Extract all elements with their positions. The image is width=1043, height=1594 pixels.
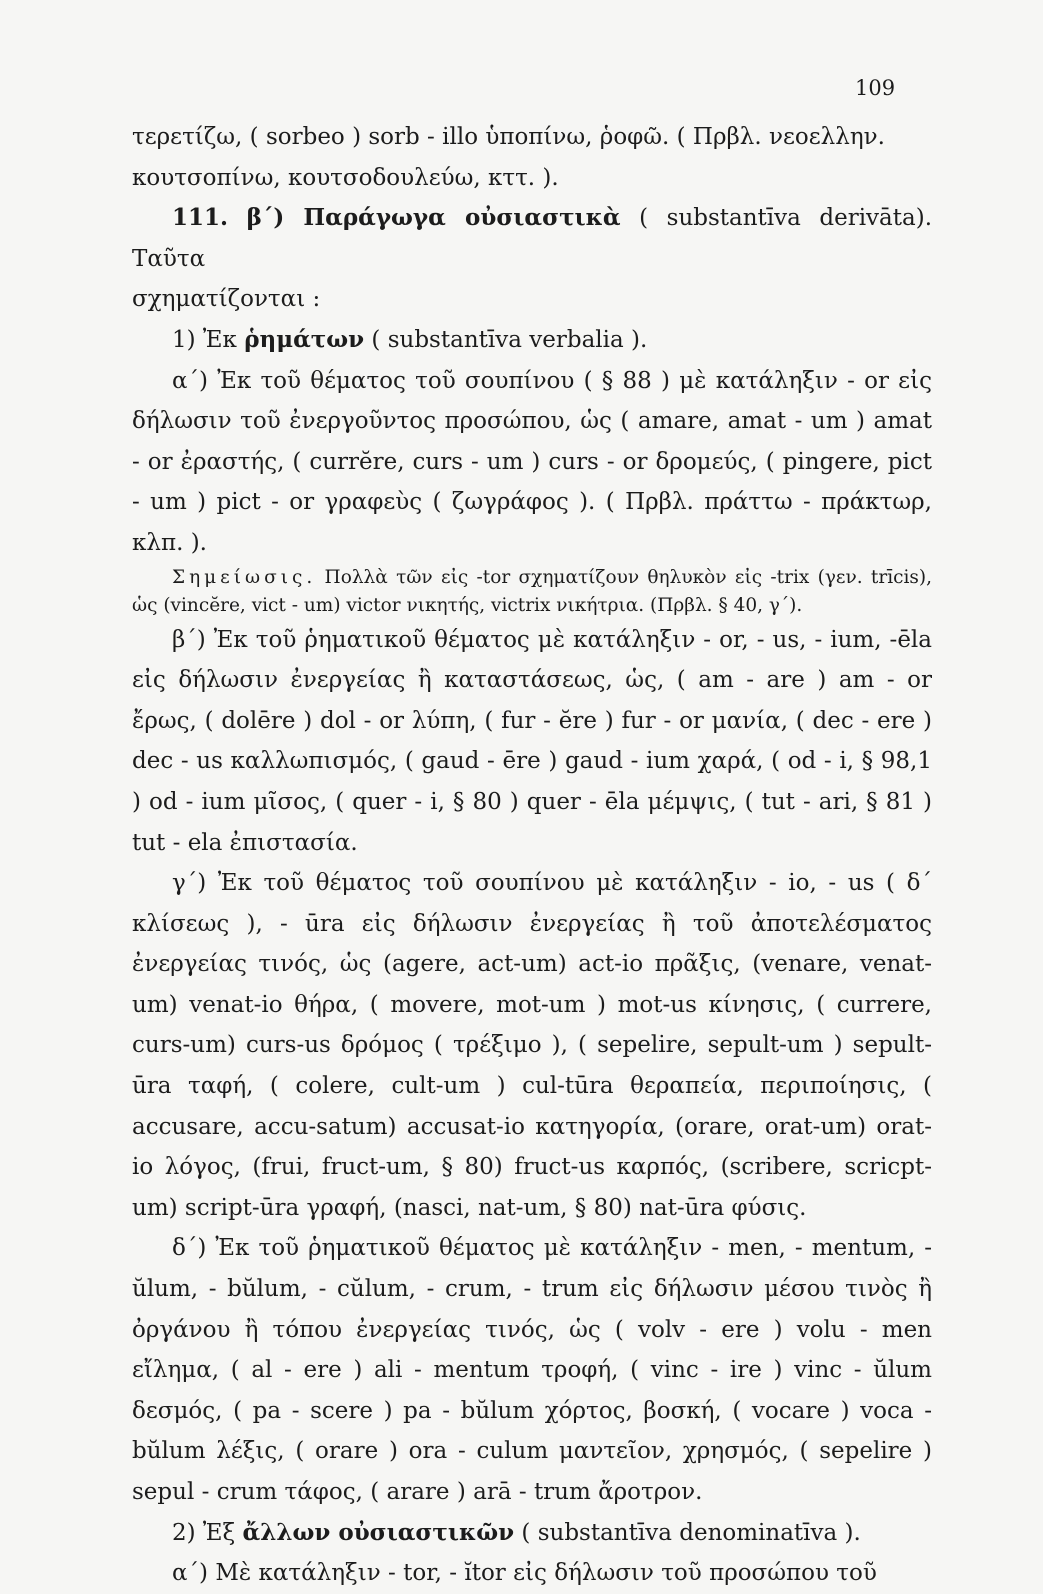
section-title: β΄) Παράγωγα οὐσιαστικὰ	[246, 204, 621, 232]
item-2-heading	[132, 1513, 932, 1554]
intro-line-1: τερετίζω, ( sorbeo ) sorb - illo ὑποπίνω, ῥοφῶ. ( Πρβλ. νεοελλην.	[132, 124, 885, 150]
section-title-line-2: σχηματίζονται :	[132, 286, 321, 313]
note-text: Πολλὰ τῶν εἰς -tor σχηματίζουν θηλυκὸν εἰς -trix (γεν. trīcis), ὡς (vincĕre, vict - um) victor νικητής, victrix νικήτρια. (Πρβλ. § 40, γ΄).	[132, 566, 932, 616]
paragraph-alpha: α΄) Ἐκ τοῦ θέματος τοῦ σουπίνου ( § 88 ) μὲ κατάληξιν - or εἰς δήλωσιν τοῦ ἐνεργοῦντος προσώπου, ὡς ( amare, amat - um ) amat - or ἐραστής, ( currĕre, curs - um ) curs - or δρομεύς, ( pingere, pict - um ) pict - or γραφεὺς ( ζωγράφος ). ( Πρβλ. πράττω - πράκτωρ, κλπ. ).	[132, 367, 932, 556]
item-1-prefix: 1) Ἐκ	[172, 326, 245, 353]
item-1-rest: ( substantīva verbalia ).	[364, 326, 648, 353]
section-number: 111.	[172, 204, 229, 232]
item-2-prefix: 2) Ἐξ	[172, 1519, 243, 1546]
intro-line-2: κουτσοπίνω, κουτσοδουλεύω, κττ. ).	[132, 164, 559, 191]
item-2-rest: ( substantīva denominatīva ).	[514, 1519, 861, 1546]
section-111-heading	[132, 198, 932, 320]
paragraph-delta: δ΄) Ἐκ τοῦ ῥηματικοῦ θέματος μὲ κατάληξιν - men, - mentum, - ŭlum, - bŭlum, - cŭlum, - crum, - trum εἰς δήλωσιν μέσου τινὸς ἢ ὀργάνου ἢ τόπου ἐνεργείας τινός, ὡς ( volv - ere ) volu - men εἴλημα, ( al - ere ) ali - mentum τροφή, ( vinc - ire ) vinc - ŭlum δεσμός, ( pa - scere ) pa - bŭlum χόρτος, βοσκή, ( vocare ) voca - bŭlum λέξις, ( orare ) ora - culum μαντεῖον, χρησμός, ( sepelire ) sepul - crum τάφος, ( arare ) arā - trum ἄροτρον.	[132, 1235, 932, 1505]
page-number: 109	[855, 76, 896, 100]
paragraph-gamma: γ΄) Ἐκ τοῦ θέματος τοῦ σουπίνου μὲ κατάληξιν - io, - us ( δ΄ κλίσεως ), - ūra εἰς δήλωσιν ἐνεργείας ἢ τοῦ ἀποτελέσματος ἐνεργείας τινός, ὡς (agere, act-um) act-io πρᾶξις, (venare, venat-um) venat-io θήρα, ( movere, mot-um ) mot-us κίνησις, ( currere, curs-um) curs-us δρόμος ( τρέξιμο ), ( sepelire, sepult-um ) sepult-ūra ταφή, ( colere, cult-um ) cul-tūra θεραπεία, περιποίησις, ( accusare, accu-satum) accusat-io κατηγορία, (orare, orat-um) orat-io λόγος, (frui, fruct-um, § 80) fruct-us καρπός, (scribere, scricpt-um) script-ūra γραφή, (nasci, nat-um, § 80) nat-ūra φύσις.	[132, 870, 932, 1221]
paragraph-beta: β΄) Ἐκ τοῦ ῥηματικοῦ θέματος μὲ κατάληξιν - or, - us, - ium, -ēla εἰς δήλωσιν ἐνεργείας ἢ καταστάσεως, ὡς, ( am - are ) am - or ἔρως, ( dolēre ) dol - or λύπη, ( fur - ĕre ) fur - or μανία, ( dec - ere ) dec - us καλλωπισμός, ( gaud - ēre ) gaud - ium χαρά, ( od - i, § 98,1 ) od - ium μῖσος, ( quer - i, § 80 ) quer - ēla μέμψις, ( tut - ari, § 81 ) tut - ela ἐπιστασία.	[132, 626, 932, 856]
section-title-paren: ( substantīva derivāta). Ταῦτα	[132, 205, 933, 272]
paragraph-alpha-2: α΄) Μὲ κατάληξιν - tor, - ĭtor εἰς δήλωσιν τοῦ προσώπου τοῦ	[172, 1560, 877, 1587]
note-label: Σημείωσις.	[172, 566, 317, 588]
intro-paragraph	[132, 117, 932, 198]
page-body	[132, 117, 932, 1594]
note-paragraph	[132, 564, 932, 620]
item-2-bold: ἄλλων οὐσιαστικῶν	[242, 1518, 515, 1546]
item-1-bold: ῥημάτων	[244, 325, 365, 353]
item-1-heading	[132, 320, 932, 361]
